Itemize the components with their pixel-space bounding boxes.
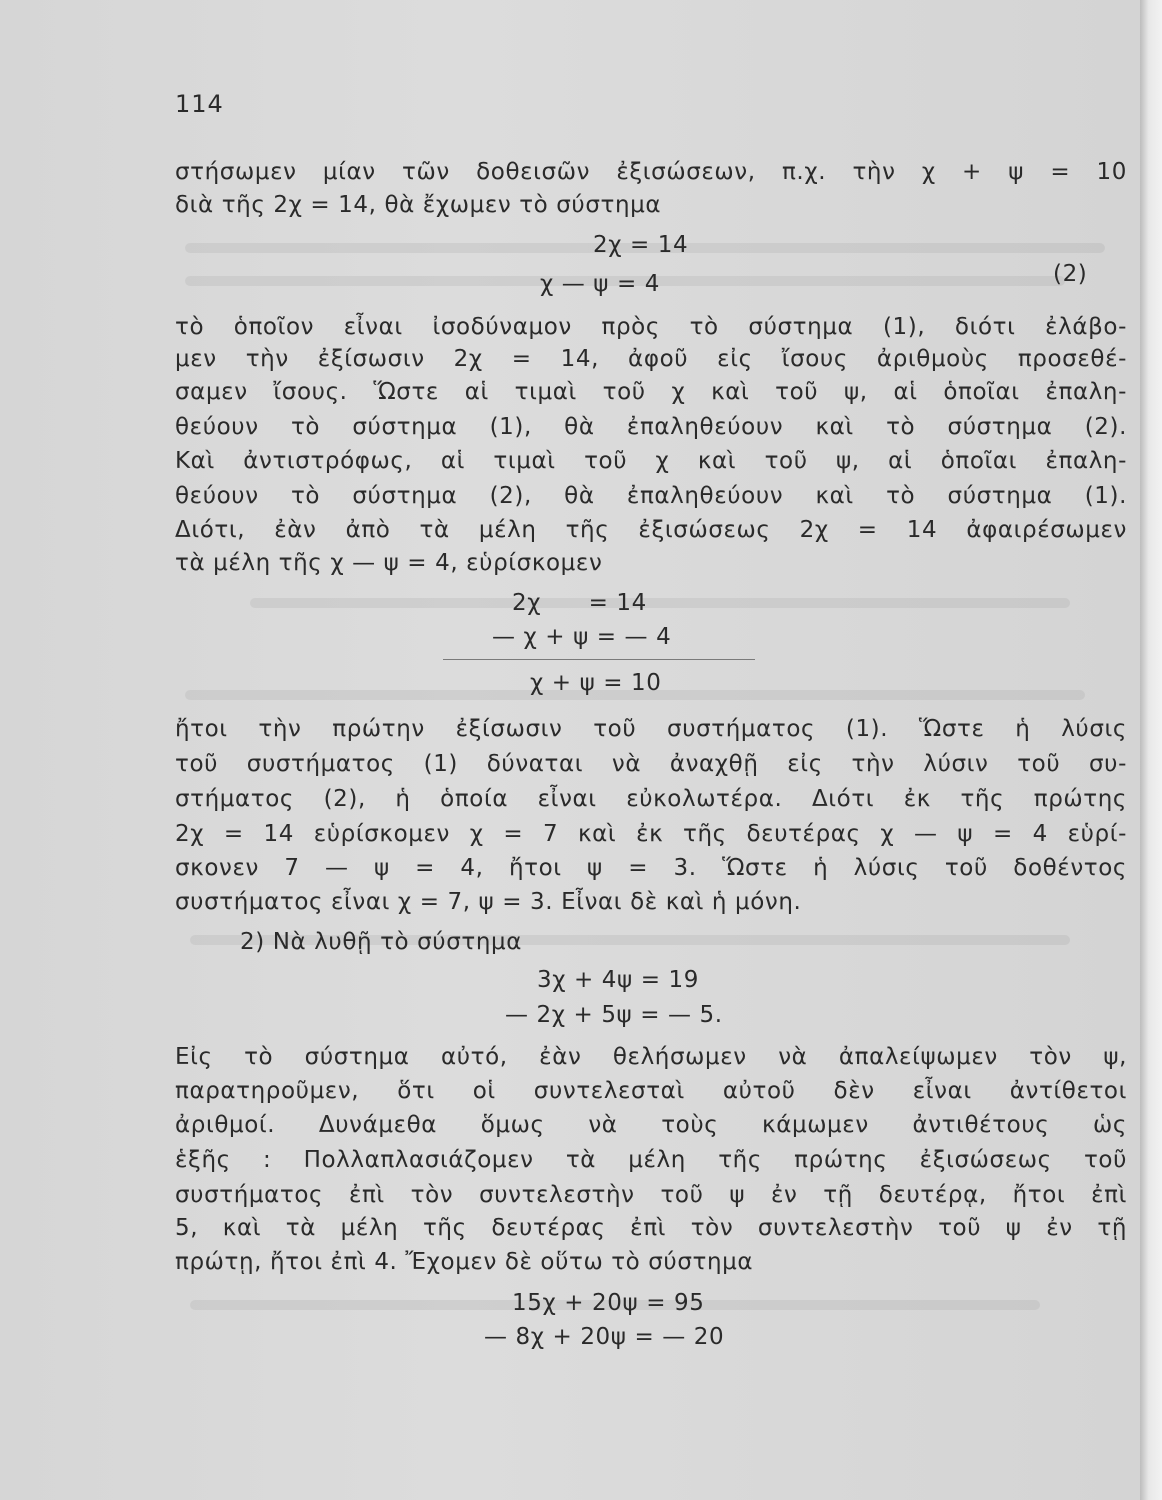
exercise-heading: 2) Νὰ λυθῇ τὸ σύστημα — [240, 929, 522, 955]
text-line: σκονεν 7 — ψ = 4, ἤτοι ψ = 3. Ὥστε ἡ λύσις τοῦ δοθέντος — [175, 855, 1127, 881]
text-line: θεύουν τὸ σύστημα (2), θὰ ἐπαληθεύουν καὶ τὸ σύστημα (1). — [175, 483, 1127, 509]
text-line: διὰ τῆς 2χ = 14, θὰ ἔχωμεν τὸ σύστημα — [175, 192, 662, 218]
text-line: στήματος (2), ἡ ὁποία εἶναι εὐκολωτέρα. Διότι ἐκ τῆς πρώτης — [175, 786, 1127, 812]
text-line: συστήματος ἐπὶ τὸν συντελεστὴν τοῦ ψ ἐν τῇ δευτέρᾳ, ἤτοι ἐπὶ — [175, 1182, 1127, 1208]
text-line: συστήματος εἶναι χ = 7, ψ = 3. Εἶναι δὲ καὶ ἡ μόνη. — [175, 889, 802, 915]
text-line: στήσωμεν μίαν τῶν δοθεισῶν ἐξισώσεων, π.χ. τὴν χ + ψ = 10 — [175, 159, 1127, 185]
text-line: σαμεν ἴσους. Ὥστε αἱ τιμαὶ τοῦ χ καὶ τοῦ ψ, αἱ ὁποῖαι ἐπαλη- — [175, 379, 1127, 405]
text-line: πρώτῃ, ἤτοι ἐπὶ 4. Ἔχομεν δὲ οὕτω τὸ σύστημα — [175, 1249, 754, 1275]
equation-line: χ + ψ = 10 — [530, 670, 662, 696]
text-line: τὰ μέλη τῆς χ — ψ = 4, εὑρίσκομεν — [175, 550, 603, 576]
text-line: μεν τὴν ἐξίσωσιν 2χ = 14, ἀφοῦ εἰς ἴσους ἀριθμοὺς προσεθέ- — [175, 346, 1127, 372]
page-number: 114 — [175, 90, 224, 118]
equation-line: — χ + ψ = — 4 — [492, 624, 672, 650]
equation-line: 3χ + 4ψ = 19 — [537, 967, 699, 993]
equation-line: 2χ = 14 — [512, 590, 647, 616]
equation-line: — 8χ + 20ψ = — 20 — [484, 1324, 725, 1350]
text-line: ἑξῆς : Πολλαπλασιάζομεν τὰ μέλη τῆς πρώτης ἐξισώσεως τοῦ — [175, 1147, 1127, 1173]
text-line: ἀριθμοί. Δυνάμεθα ὅμως νὰ τοὺς κάμωμεν ἀντιθέτους ὡς — [175, 1112, 1127, 1138]
equation-line: 2χ = 14 — [593, 232, 689, 258]
bleed-through — [250, 598, 1070, 608]
text-line: τοῦ συστήματος (1) δύναται νὰ ἀναχθῇ εἰς τὴν λύσιν τοῦ συ- — [175, 751, 1127, 777]
page-edge — [1140, 0, 1162, 1500]
equation-line: — 2χ + 5ψ = — 5. — [505, 1002, 723, 1028]
text-line: 2χ = 14 εὑρίσκομεν χ = 7 καὶ ἐκ τῆς δευτέρας χ — ψ = 4 εὑρί- — [175, 821, 1127, 847]
text-line: 5, καὶ τὰ μέλη τῆς δευτέρας ἐπὶ τὸν συντελεστὴν τοῦ ψ ἐν τῇ — [175, 1215, 1127, 1241]
text-line: τὸ ὁποῖον εἶναι ἰσοδύναμον πρὸς τὸ σύστημα (1), διότι ἐλάβο- — [175, 314, 1127, 340]
text-line: Διότι, ἐὰν ἀπὸ τὰ μέλη τῆς ἐξισώσεως 2χ = 14 ἀφαιρέσωμεν — [175, 517, 1127, 543]
equation-line: χ — ψ = 4 — [540, 271, 661, 297]
subtraction-rule — [443, 659, 755, 660]
text-line: Εἰς τὸ σύστημα αὐτό, ἐὰν θελήσωμεν νὰ ἀπαλείψωμεν τὸν ψ, — [175, 1044, 1127, 1070]
text-line: παρατηροῦμεν, ὅτι οἱ συντελεσταὶ αὐτοῦ δὲν εἶναι ἀντίθετοι — [175, 1078, 1127, 1104]
equation-label: (2) — [1053, 261, 1088, 287]
equation-line: 15χ + 20ψ = 95 — [512, 1290, 705, 1316]
text-line: Καὶ ἀντιστρόφως, αἱ τιμαὶ τοῦ χ καὶ τοῦ ψ, αἱ ὁποῖαι ἐπαλη- — [175, 448, 1127, 474]
text-line: ἤτοι τὴν πρώτην ἐξίσωσιν τοῦ συστήματος (1). Ὥστε ἡ λύσις — [175, 716, 1127, 742]
text-line: θεύουν τὸ σύστημα (1), θὰ ἐπαληθεύουν καὶ τὸ σύστημα (2). — [175, 414, 1127, 440]
